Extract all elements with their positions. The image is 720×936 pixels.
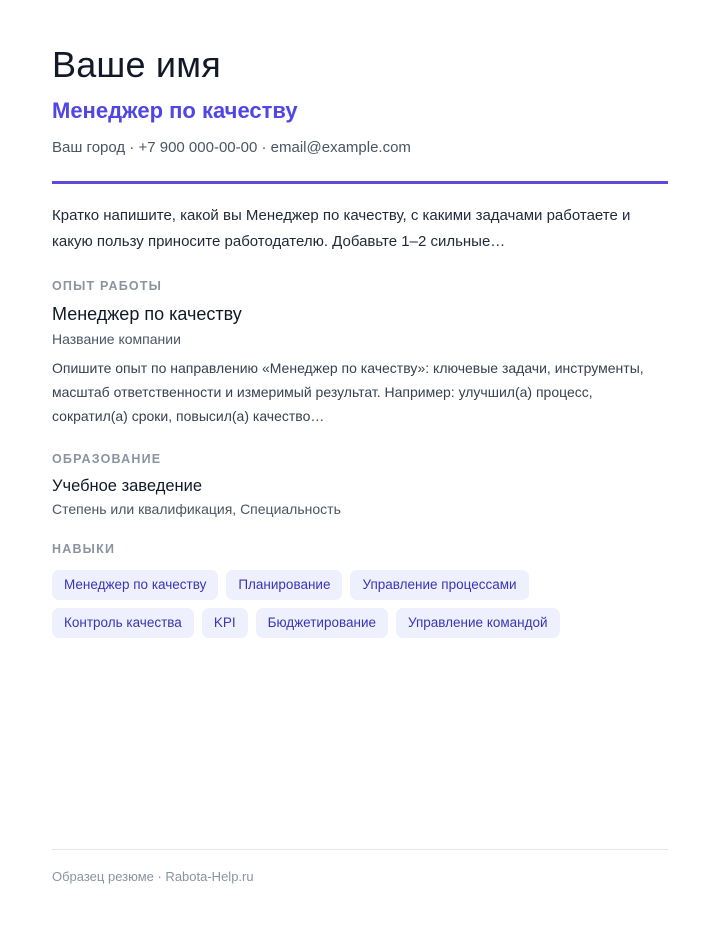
skill-chip: Управление процессами — [350, 570, 528, 600]
summary-text: Кратко напишите, какой вы Менеджер по качеству, с какими задачами работаете и какую пользу приносите работодателю. Добавьте 1–2 сильные… — [52, 207, 631, 250]
job-title: Менеджер по качеству — [52, 304, 242, 324]
footer-divider — [52, 849, 668, 850]
header-divider — [52, 181, 668, 184]
skill-chip: Менеджер по качеству — [52, 570, 218, 600]
experience-section-label: ОПЫТ РАБОТЫ — [52, 279, 163, 293]
skill-chip: Контроль качества — [52, 608, 194, 638]
candidate-name: Ваше имя — [52, 44, 221, 85]
education-institution: Учебное заведение — [52, 477, 203, 495]
skill-chip: KPI — [202, 608, 248, 638]
candidate-role: Менеджер по качеству — [52, 98, 298, 123]
skill-chip: Планирование — [226, 570, 342, 600]
contact-line: Ваш город · +7 900 000-00-00 · email@example.com — [52, 139, 411, 156]
company-name: Название компании — [52, 331, 181, 347]
footer-text: Образец резюме · Rabota-Help.ru — [52, 869, 254, 884]
education-section-label: ОБРАЗОВАНИЕ — [52, 452, 162, 466]
skills-section-label: НАВЫКИ — [52, 542, 116, 556]
skills-list — [52, 570, 672, 638]
skill-chip: Бюджетирование — [256, 608, 388, 638]
skill-chip: Управление командой — [396, 608, 560, 638]
job-description: Опишите опыт по направлению «Менеджер по качеству»: ключевые задачи, инструменты, масштаб ответственности и измеримый результат. Например: улучшил(а) процесс, сократил(а) сроки, повысил(а) качество… — [52, 360, 644, 424]
education-details: Степень или квалификация, Специальность — [52, 501, 341, 517]
